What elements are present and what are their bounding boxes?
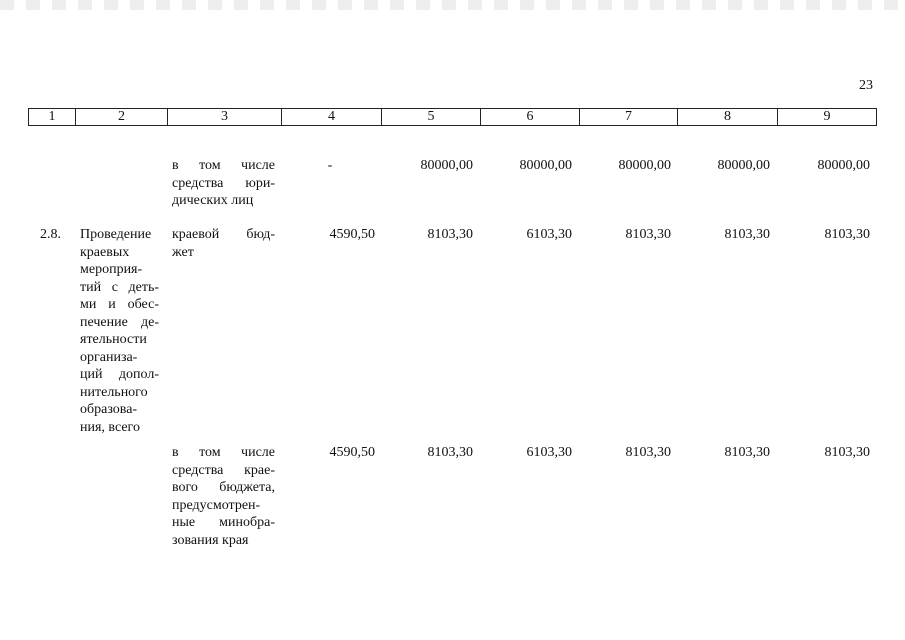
name-line: тий с деть- — [80, 279, 159, 295]
scan-artifact — [0, 0, 905, 10]
table-row-2-col4: 4590,50 — [329, 227, 375, 242]
source-line: в том числе — [172, 445, 275, 460]
header-col-5: 5 — [381, 109, 480, 125]
header-col-4: 4 — [281, 109, 381, 125]
source-line: в том числе — [172, 158, 275, 173]
name-line: организа- — [80, 349, 138, 365]
name-line: ятельности — [80, 332, 147, 347]
name-line: ния, всего — [80, 419, 140, 435]
table-header-row — [28, 108, 877, 126]
table-row-3-col7: 8103,30 — [625, 445, 671, 460]
source-line: предусмотрен- — [172, 497, 261, 513]
table-row-3-col8: 8103,30 — [724, 445, 770, 460]
table-row-1-col4: - — [327, 158, 333, 173]
source-line: жет — [172, 244, 194, 260]
table-row-3-col9: 8103,30 — [824, 445, 870, 460]
source-line: средства юри- — [172, 175, 275, 191]
table-row-2-col6: 6103,30 — [526, 227, 572, 242]
source-line: дических лиц — [172, 193, 254, 208]
name-line: образова- — [80, 402, 138, 417]
header-col-6: 6 — [480, 109, 579, 125]
header-col-2: 2 — [75, 109, 167, 125]
source-line: ные минобра- — [172, 515, 275, 530]
page-number: 23 — [859, 78, 873, 93]
header-col-1: 1 — [48, 109, 56, 124]
table-row-2-source — [172, 226, 275, 261]
table-row-2-col8: 8103,30 — [724, 227, 770, 242]
header-col-3: 3 — [167, 109, 281, 125]
source-line: зования края — [172, 532, 249, 548]
table-row-2-col7: 8103,30 — [625, 227, 671, 242]
table-row-1-col6: 80000,00 — [519, 158, 572, 173]
table-row-3-source — [172, 444, 275, 549]
table-row-2-name — [80, 226, 159, 436]
header-col-8: 8 — [677, 109, 777, 125]
name-line: ми и обес- — [80, 297, 159, 312]
table-row-1-col8: 80000,00 — [717, 158, 770, 173]
header-col-7: 7 — [579, 109, 677, 125]
name-line: мероприя- — [80, 262, 143, 277]
table-row-1-col5: 80000,00 — [420, 158, 473, 173]
source-line: краевой бюд- — [172, 227, 275, 242]
table-row-3-col4: 4590,50 — [329, 445, 375, 460]
table-row-3-col6: 6103,30 — [526, 445, 572, 460]
table-row-3-col5: 8103,30 — [427, 445, 473, 460]
name-line: нительного — [80, 384, 148, 400]
name-line: Проведение — [80, 227, 152, 242]
table-row-1-source — [172, 157, 275, 210]
table-row-2-col5: 8103,30 — [427, 227, 473, 242]
table-row-1-col7: 80000,00 — [618, 158, 671, 173]
name-line: ций допол- — [80, 367, 159, 382]
source-line: вого бюджета, — [172, 480, 275, 495]
table-row-2-number: 2.8. — [40, 227, 61, 242]
table-row-2-col9: 8103,30 — [824, 227, 870, 242]
name-line: печение де- — [80, 314, 159, 330]
source-line: средства крае- — [172, 462, 275, 478]
table-row-1-col9: 80000,00 — [817, 158, 870, 173]
header-col-9: 9 — [777, 109, 876, 125]
name-line: краевых — [80, 244, 130, 260]
